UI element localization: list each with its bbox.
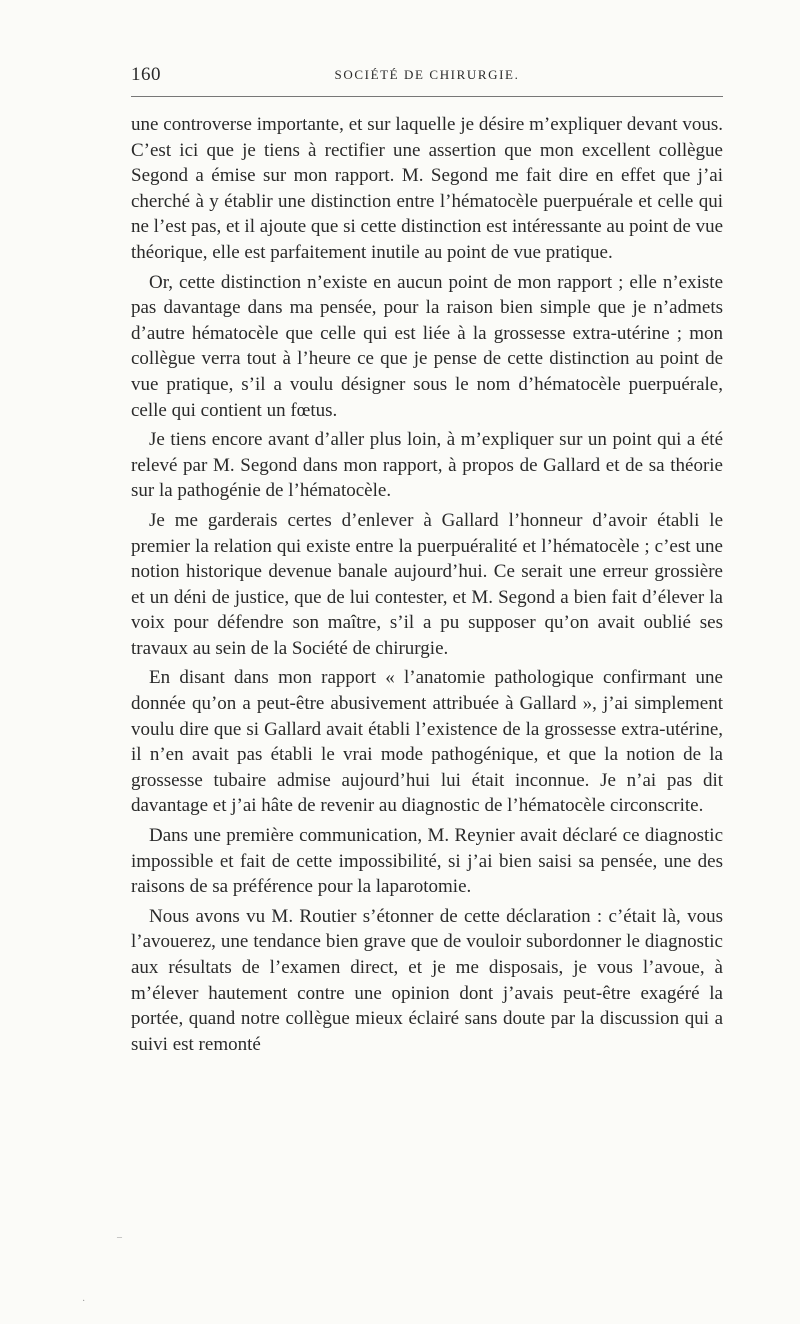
running-head — [131, 58, 723, 92]
body-text — [131, 112, 723, 1057]
scan-speck: – — [117, 1232, 122, 1243]
paragraph: Je tiens encore avant d’aller plus loin, à m’expliquer sur un point qui a été relevé par M. Segond dans mon rapport, à propos de Gallard et de sa théorie sur la pathogénie de l’hématocèle. — [131, 429, 723, 502]
page-number: 160 — [131, 64, 161, 85]
paragraph: Or, cette distinction n’existe en aucun point de mon rapport ; elle n’existe pas davantage dans ma pensée, pour la raison bien simple que je n’admets d’autre hématocèle que celle qui est liée à la grossesse extra-utérine ; mon collègue verra tout à l’heure ce que je pense de cette distinction au point de vue pratique, s’il a voulu désigner sous le nom d’hématocèle puerpuérale, celle qui contient un fœtus. — [131, 271, 723, 421]
header-rule — [131, 96, 723, 97]
paragraph: En disant dans mon rapport « l’anatomie pathologique confirmant une donnée qu’on a peut-être abusivement attribuée à Gallard », j’ai simplement voulu dire que si Gallard avait établi l’existence de la grossesse extra-utérine, il n’en avait pas établi le vrai mode pathogénique, et que la notion de la grossesse tubaire admise aujourd’hui lui était inconnue. Je n’ai pas dit davantage et j’ai hâte de revenir au diagnostic de l’hématocèle circonscrite. — [131, 667, 723, 817]
paragraph: une controverse importante, et sur laquelle je désire m’expliquer devant vous. C’est ici que je tiens à rectifier une assertion que mon excellent collègue Segond a émise sur mon rapport. M. Segond me fait dire en effet que j’ai cherché à y établir une distinction entre l’hématocèle puerpuérale et celle qui ne l’est pas, et il ajoute que si cette distinction est intéressante au point de vue théorique, elle est parfaitement inutile au point de vue pratique. — [131, 114, 723, 263]
paragraph: Dans une première communication, M. Reynier avait déclaré ce diagnostic impossible et fait de cette impossibilité, si j’ai bien saisi sa pensée, une des raisons de sa préférence pour la laparotomie. — [131, 825, 723, 898]
running-title: SOCIÉTÉ DE CHIRURGIE. — [334, 67, 520, 82]
book-page — [131, 58, 723, 1057]
paragraph: Nous avons vu M. Routier s’étonner de cette déclaration : c’était là, vous l’avouerez, une tendance bien grave que de vouloir subordonner le diagnostic aux résultats de l’examen direct, et je me disposais, je vous l’avoue, à m’élever hautement contre une opinion dont j’avais peut-être exagéré la portée, quand notre collègue mieux éclairé sans doute par la discussion qui a suivi est remonté — [131, 905, 723, 1055]
paragraph: Je me garderais certes d’enlever à Gallard l’honneur d’avoir établi le premier la relation qui existe entre la puerpuéralité et l’hématocèle ; c’est une notion historique devenue banale aujourd’hui. Ce serait une erreur grossière et un déni de justice, que de lui contester, et M. Segond a bien fait d’élever la voix pour défendre son maître, s’il a pu supposer qu’on avait oublié ses travaux au sein de la Société de chirurgie. — [131, 509, 723, 659]
scan-speck: · — [82, 1296, 86, 1307]
